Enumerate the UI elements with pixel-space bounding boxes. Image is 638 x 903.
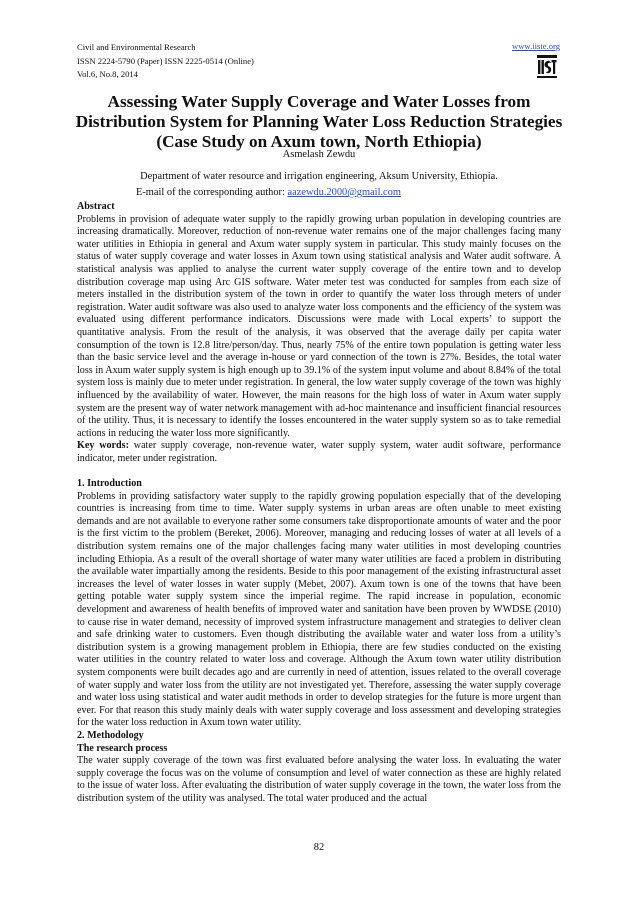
iiste-logo xyxy=(536,55,558,79)
journal-name: Civil and Environmental Research xyxy=(77,42,196,52)
paper-title: Assessing Water Supply Coverage and Water Losses from Distribution System for Planning Water Loss Reduction Strategies (Case Study on Axum town, North Ethiopia) xyxy=(75,92,563,151)
journal-volume: Vol.6, No.8, 2014 xyxy=(77,69,138,80)
paper-body xyxy=(77,201,561,806)
corresponding-email xyxy=(136,186,401,199)
journal-issn: ISSN 2224-5790 (Paper) ISSN 2225-0514 (Online) xyxy=(77,55,254,66)
journal-header xyxy=(77,41,254,82)
keywords-label: Key words: xyxy=(77,440,129,452)
keywords xyxy=(77,440,561,465)
email-link[interactable]: aazewdu.2000@gmail.com xyxy=(287,187,401,198)
section-spacer xyxy=(77,465,561,478)
methodology-text: The water supply coverage of the town was first evaluated before analysing the water loss. In evaluating the water supply coverage the focus was on the volume of consumption and level of water connection as these are highly related to the issue of water loss. After evaluating the distribution of water supply coverage in the town, the water loss from the distribution system of the utility was analysed. The total water produced and the actual xyxy=(77,755,561,804)
author-name: Asmelash Zewdu xyxy=(282,149,356,160)
email-label: E-mail of the corresponding author: xyxy=(136,187,288,198)
page-number: 82 xyxy=(313,842,325,853)
methodology-heading: 2. Methodology xyxy=(77,729,144,741)
abstract-text: Problems in provision of adequate water supply to the rapidly growing urban population in developing countries are increasing dramatically. Moreover, reduction of non-revenue water remains one of the major challenges facing many water utilities in Ethiopia in general and Axum water supply system in particular. This study mainly focuses on the status of water supply coverage and water losses in Axum town using statistical analysis and Water audit software. A statistical analysis was applied to analyse the current water supply coverage of the entire town and to develop distribution coverage map using Arc GIS software. Water meter test was conducted for samples from each size of meters installed in the distribution system of the town in order to quantify the water loss through meters of under registration. Water audit software was also used to analyze water loss components and the efficiency of the system was evaluated using different performance indicators. Discussions were made with Local experts’ to support the quantitative analysis. From the result of the analysis, it was observed that the average daily per capita water consumption of the town is 12.8 litre/person/day. Thus, nearly 75% of the entire town population is getting water less than the basic service level and the average in-house or yard connection of the town is 27%. Besides, the total water loss in Axum water supply system is high enough up to 39.1% of the system input volume and about 8.84% of the total system loss is mainly due to meter under registration. In general, the low water supply coverage of the town was highly influenced by the availability of water. However, the main reasons for the high loss of water in Axum water supply system are the present way of water network management with ad-hoc maintenance and insufficient financial resources of the utility. Thus, it is necessary to identify the losses encountered in the water supply system so as to take remedial actions in reducing the water loss more significantly. xyxy=(77,213,561,439)
keywords-text: water supply coverage, non-revenue water, water supply system, water audit software, performance indicator, meter under registration. xyxy=(77,440,561,464)
journal-url-link[interactable]: www.iiste.org xyxy=(512,41,560,51)
author-affiliation: Department of water resource and irrigation engineering, Aksum University, Ethiopia. xyxy=(140,171,498,182)
abstract-heading: Abstract xyxy=(77,201,115,212)
introduction-text: Problems in providing satisfactory water supply to the rapidly growing population especially that of the developing countries is increasing from time to time. Water supply systems in urban areas are often unable to meet existing demands and are not available to everyone rather some consumers take disproportionate amounts of water and the poor is the first victim to the problem (Bereket, 2006). Moreover, managing and reducing losses of water at all levels of a distribution system remains one of the major challenges facing many water utilities in most developing countries including Ethiopia. As a result of the overall shortage of water many water utilities are faced a problem in distributing the available water impartially among the residents. Beside to this poor management of the existing infrastructural asset increases the level of water losses in water supply (Mebet, 2007). Axum town is one of the towns that have been getting potable water supply system since the imperial regime. The rapid increase in population, economic development and awareness of health benefits of improved water and sanitation have been proven by WWDSE (2010) to cause rise in water demand, necessity of improved system infrastructure management and strategies to deliver clean and safe drinking water to customers. Even though distributing the available water and water loss from a utility’s distribution system is a growing management problem in Ethiopia, there are few studies conducted on the existing water utilities in the country related to water loss and coverage. Although the Axum town water utility distribution system components were built decades ago and are currently in need of attention, issues related to the overall coverage of water supply and water loss from the utility are not investigated yet. Therefore, assessing the water supply coverage and water loss using statistical and water audit methods in order to develop strategies for the future is more urgent than ever. For that reason this study mainly deals with water supply coverage and loss assessment and developing strategies for the water loss reduction in Axum town water utility. xyxy=(77,490,561,729)
research-process-subheading: The research process xyxy=(77,742,168,754)
introduction-heading: 1. Introduction xyxy=(77,478,142,490)
